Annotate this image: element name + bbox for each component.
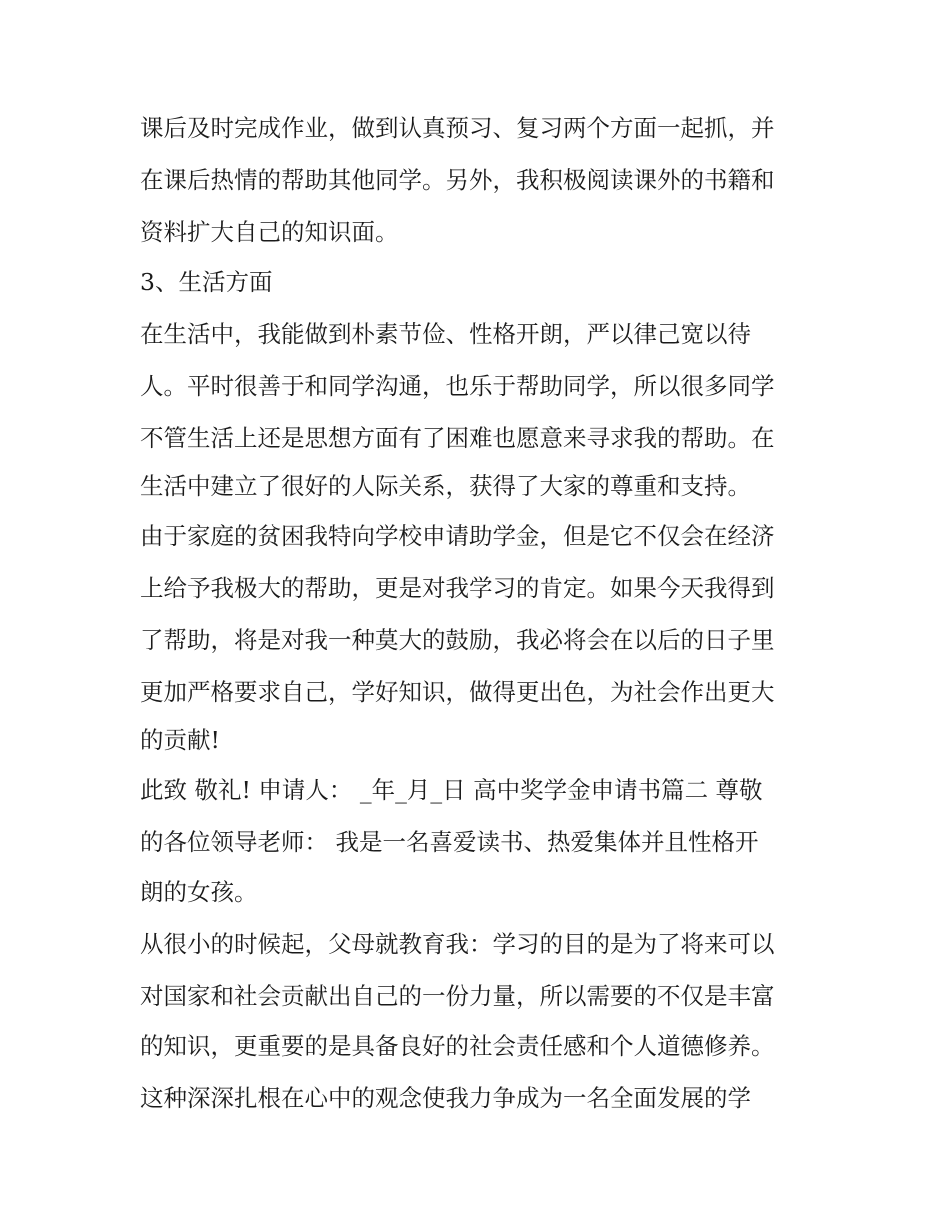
text-line: 了帮助，将是对我一种莫大的鼓励，我必将会在以后的日子里	[140, 626, 775, 654]
text-line: 上给予我极大的帮助，更是对我学习的肯定。如果今天我得到	[140, 574, 775, 602]
text-line: 这种深深扎根在心中的观念使我力争成为一名全面发展的学	[140, 1084, 751, 1112]
text-line: 生活中建立了很好的人际关系，获得了大家的尊重和支持。	[140, 472, 751, 500]
text-line: 的贡献!	[140, 726, 220, 754]
text-line: 由于家庭的贫困我特向学校申请助学金，但是它不仅会在经济	[140, 522, 775, 550]
text-line: 人。平时很善于和同学沟通，也乐于帮助同学，所以很多同学	[140, 372, 775, 400]
text-line: 对国家和社会贡献出自己的一份力量，所以需要的不仅是丰富	[140, 982, 775, 1010]
section-heading: 3、生活方面	[140, 268, 273, 296]
text-line: 资料扩大自己的知识面。	[140, 218, 399, 246]
text-line: 在课后热情的帮助其他同学。另外，我积极阅读课外的书籍和	[140, 166, 775, 194]
text-line: 此致 敬礼! 申请人： _年_月_日 高中奖学金申请书篇二 尊敬	[140, 776, 763, 804]
text-line: 在生活中，我能做到朴素节俭、性格开朗，严以律己宽以待	[140, 320, 751, 348]
text-line: 的知识，更重要的是具备良好的社会责任感和个人道德修养。	[140, 1032, 775, 1060]
text-line: 课后及时完成作业，做到认真预习、复习两个方面一起抓，并	[140, 114, 775, 142]
text-line: 更加严格要求自己，学好知识，做得更出色，为社会作出更大	[140, 678, 775, 706]
text-line: 朗的女孩。	[140, 878, 258, 906]
text-line: 不管生活上还是思想方面有了困难也愿意来寻求我的帮助。在	[140, 424, 775, 452]
text-line: 的各位领导老师： 我是一名喜爱读书、热爱集体并且性格开	[140, 828, 759, 856]
text-line: 从很小的时候起，父母就教育我：学习的目的是为了将来可以	[140, 930, 775, 958]
